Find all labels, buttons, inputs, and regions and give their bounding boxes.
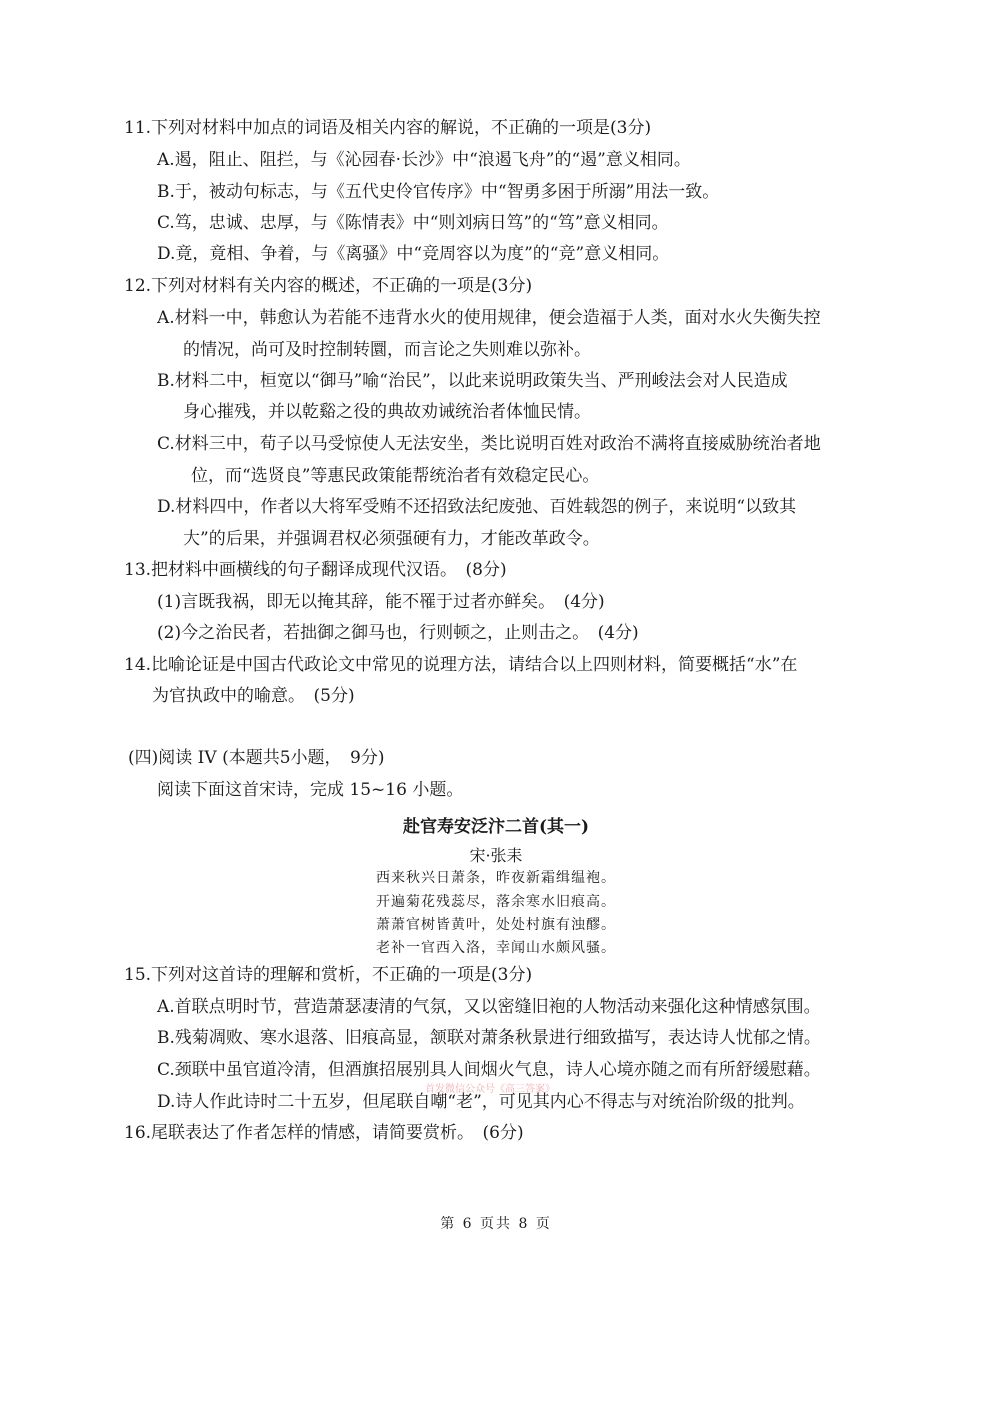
- q11-option-a: A.遏，阻止、阻拦，与《沁园春·长沙》中“浪遏飞舟”的“遏”意义相同。: [157, 150, 691, 170]
- q14-line2: 为官执政中的喻意。 (5分): [152, 686, 355, 706]
- q11-option-c: C.笃，忠诚、忠厚，与《陈情表》中“则刘病日笃”的“笃”意义相同。: [157, 213, 669, 233]
- q15-option-a: A.首联点明时节，营造萧瑟凄清的气氛，又以密缝旧袍的人物活动来强化这种情感氛围。: [157, 997, 821, 1017]
- poem-author: 宋·张耒: [469, 846, 523, 865]
- q12-option-b-line1: B.材料二中，桓宽以“御马”喻“治民”，以此来说明政策失当、严刑峻法会对人民造成: [157, 371, 788, 391]
- q13-sentence-1: (1)言既我祸，即无以掩其辞，能不罹于过者亦鲜矣。 (4分): [157, 592, 605, 612]
- q12-stem: 12.下列对材料有关内容的概述，不正确的一项是(3分): [124, 276, 533, 296]
- q12-option-d-line2: 大”的后果，并强调君权必须强硬有力，才能改革政令。: [183, 529, 600, 549]
- poem-line: 萧萧官树皆黄叶，处处村旗有浊醪。: [376, 917, 616, 933]
- page-footer: 第 6 页共 8 页: [440, 1216, 552, 1232]
- q12-option-b-line2: 身心摧残，并以乾谿之役的典故劝诫统治者体恤民情。: [183, 402, 591, 422]
- q15-option-d: D.诗人作此诗时二十五岁，但尾联自嘲“老”，可见其内心不得志与对统治阶级的批判。: [157, 1092, 805, 1112]
- poem-line: 开遍菊花残蕊尽，落余寒水旧痕高。: [376, 894, 616, 910]
- watermark: 首发微信公众号《高三答案》: [425, 1084, 555, 1095]
- q15-option-c: C.颈联中虽官道冷清，但酒旗招展别具人间烟火气息，诗人心境亦随之而有所舒缓慰藉。: [157, 1060, 821, 1080]
- q16-stem: 16.尾联表达了作者怎样的情感，请简要赏析。 (6分): [124, 1123, 524, 1143]
- q15-stem: 15.下列对这首诗的理解和赏析，不正确的一项是(3分): [124, 965, 533, 985]
- q12-option-a-line1: A.材料一中，韩愈认为若能不违背水火的使用规律，便会造福于人类，面对水火失衡失控: [157, 308, 821, 328]
- q15-option-b: B.残菊凋败、寒水退落、旧痕高显，颔联对萧条秋景进行细致描写，表达诗人忧郁之情。: [157, 1028, 821, 1048]
- poem-title: 赴官寿安泛汴二首(其一): [402, 817, 590, 837]
- q12-option-c-line1: C.材料三中，荀子以马受惊使人无法安坐，类比说明百姓对政治不满将直接威胁统治者地: [157, 434, 821, 454]
- q12-option-a-line2: 的情况，尚可及时控制转圜，而言论之失则难以弥补。: [183, 340, 591, 360]
- q13-stem: 13.把材料中画横线的句子翻译成现代汉语。 (8分): [124, 560, 507, 580]
- q12-option-c-line2: 位，而“选贤良”等惠民政策能帮统治者有效稳定民心。: [191, 466, 600, 486]
- q12-option-d-line1: D.材料四中，作者以大将军受贿不还招致法纪废弛、百姓载怨的例子，来说明“以致其: [157, 497, 797, 517]
- poem-line: 老补一官西入洛，幸闻山水颇风骚。: [376, 940, 616, 956]
- q11-option-b: B.于，被动句标志，与《五代史伶官传序》中“智勇多困于所溺”用法一致。: [157, 182, 720, 202]
- section-intro: 阅读下面这首宋诗，完成 15~16 小题。: [157, 780, 464, 800]
- poem-line: 西来秋兴日萧条，昨夜新霜缉缊袍。: [376, 870, 616, 886]
- q13-sentence-2: (2)今之治民者，若拙御之御马也，行则顿之，止则击之。 (4分): [157, 623, 639, 643]
- q11-option-d: D.竟，竟相、争着，与《离骚》中“竞周容以为度”的“竞”意义相同。: [157, 244, 670, 264]
- section-heading: (四)阅读 IV (本题共5小题， 9分): [128, 748, 385, 768]
- q14-line1: 14.比喻论证是中国古代政论文中常见的说理方法，请结合以上四则材料，简要概括“水”在: [124, 655, 798, 675]
- q11-stem: 11.下列对材料中加点的词语及相关内容的解说，不正确的一项是(3分): [124, 118, 652, 138]
